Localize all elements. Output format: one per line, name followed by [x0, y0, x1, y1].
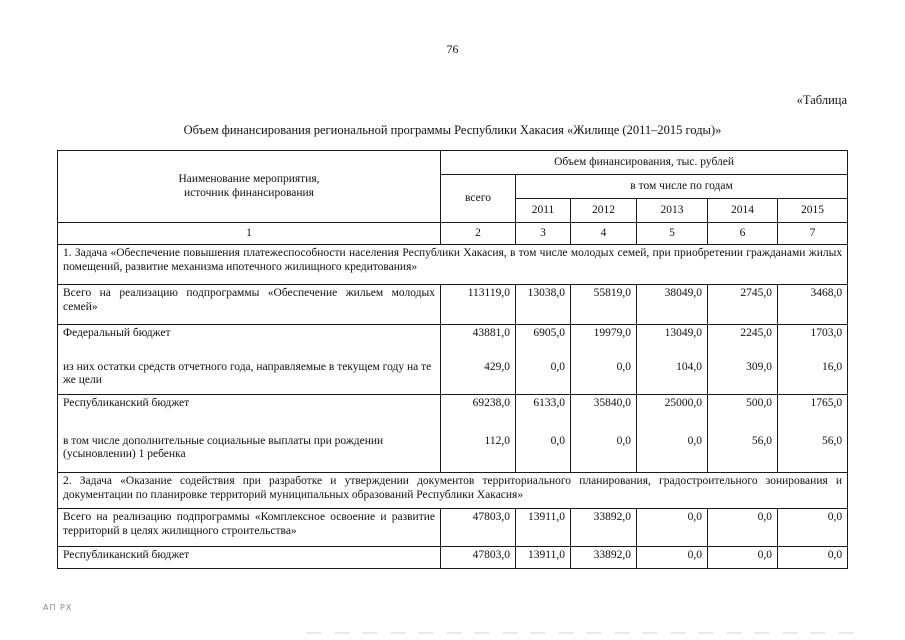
row-value-2014: 0,0	[708, 509, 778, 547]
row-value-2015: 1703,0	[778, 325, 848, 359]
row-name: в том числе дополнительные социальные выплаты при рождении (усыновлении) 1 ребенка	[58, 433, 441, 473]
table-caption: «Таблица	[796, 93, 847, 107]
row-value-2015: 16,0	[778, 359, 848, 395]
header-name-line-2: источник финансирования	[184, 186, 314, 199]
row-value-2014: 56,0	[708, 433, 778, 473]
row-name: Республиканский бюджет	[58, 395, 441, 433]
row-value-total: 69238,0	[441, 395, 516, 433]
row-value-2012: 35840,0	[571, 395, 637, 433]
header-year-2014: 2014	[708, 199, 778, 223]
row-value-2011: 0,0	[516, 433, 571, 473]
financing-table	[57, 150, 848, 569]
task-row: 2. Задача «Оказание содействия при разработке и утверждении документов территориального планирования, градостроительного зонирования и документации по планировке территорий муниципальных образований Республики Хакасия»	[58, 473, 848, 509]
row-value-2011: 0,0	[516, 359, 571, 395]
row-value-2013: 25000,0	[637, 395, 708, 433]
column-number-3: 3	[516, 223, 571, 245]
page-number: 76	[446, 42, 459, 56]
column-number-7: 7	[778, 223, 848, 245]
row-value-2012: 55819,0	[571, 285, 637, 325]
document-title: Объем финансирования региональной программы Республики Хакасия «Жилище (2011–2015 годы)»	[183, 123, 722, 137]
row-name: из них остатки средств отчетного года, направляемые в текущем году на те же цели	[58, 359, 441, 395]
row-value-total: 47803,0	[441, 509, 516, 547]
row-value-2013: 104,0	[637, 359, 708, 395]
row-value-2011: 13038,0	[516, 285, 571, 325]
header-year-2011: 2011	[516, 199, 571, 223]
row-value-2014: 2245,0	[708, 325, 778, 359]
row-value-2013: 13049,0	[637, 325, 708, 359]
row-value-2011: 6133,0	[516, 395, 571, 433]
row-value-2012: 0,0	[571, 359, 637, 395]
row-value-2013: 0,0	[637, 547, 708, 569]
row-value-total: 43881,0	[441, 325, 516, 359]
row-value-2014: 0,0	[708, 547, 778, 569]
header-year-2015: 2015	[778, 199, 848, 223]
row-value-2012: 19979,0	[571, 325, 637, 359]
header-by-year: в том числе по годам	[516, 175, 848, 199]
row-value-2013: 0,0	[637, 509, 708, 547]
task-row: 1. Задача «Обеспечение повышения платежеспособности населения Республики Хакасия, в том числе молодых семей, при приобретении гражданами жилых помещений, развитие механизма ипотечного жилищного кредитования»	[58, 245, 848, 285]
row-value-2015: 3468,0	[778, 285, 848, 325]
header-funding-group: Объем финансирования, тыс. рублей	[441, 151, 848, 175]
header-name-line-1: Наименование мероприятия,	[178, 172, 320, 185]
row-value-2012: 33892,0	[571, 547, 637, 569]
column-number-2: 2	[441, 223, 516, 245]
row-value-2013: 0,0	[637, 433, 708, 473]
row-value-2014: 2745,0	[708, 285, 778, 325]
row-name: Федеральный бюджет	[58, 325, 441, 359]
row-value-2012: 0,0	[571, 433, 637, 473]
column-number-4: 4	[571, 223, 637, 245]
header-total: всего	[441, 175, 516, 223]
row-value-2015: 0,0	[778, 547, 848, 569]
column-number-5: 5	[637, 223, 708, 245]
header-year-2012: 2012	[571, 199, 637, 223]
row-name: Республиканский бюджет	[58, 547, 441, 569]
row-value-2015: 56,0	[778, 433, 848, 473]
row-value-2014: 500,0	[708, 395, 778, 433]
archive-stamp-mark: АП РХ	[43, 603, 73, 612]
row-value-total: 113119,0	[441, 285, 516, 325]
column-number-6: 6	[708, 223, 778, 245]
row-value-2011: 13911,0	[516, 509, 571, 547]
row-value-2015: 0,0	[778, 509, 848, 547]
scan-noise	[300, 632, 860, 634]
row-name: Всего на реализацию подпрограммы «Комплексное освоение и развитие территорий в целях жилищного строительства»	[58, 509, 441, 547]
row-value-2014: 309,0	[708, 359, 778, 395]
row-name: Всего на реализацию подпрограммы «Обеспечение жильем молодых семей»	[58, 285, 441, 325]
row-value-2012: 33892,0	[571, 509, 637, 547]
row-value-2015: 1765,0	[778, 395, 848, 433]
row-value-2013: 38049,0	[637, 285, 708, 325]
header-name-column	[58, 151, 441, 223]
row-value-2011: 6905,0	[516, 325, 571, 359]
row-value-total: 47803,0	[441, 547, 516, 569]
header-year-2013: 2013	[637, 199, 708, 223]
column-number-1: 1	[58, 223, 441, 245]
row-value-2011: 13911,0	[516, 547, 571, 569]
row-value-total: 112,0	[441, 433, 516, 473]
row-value-total: 429,0	[441, 359, 516, 395]
